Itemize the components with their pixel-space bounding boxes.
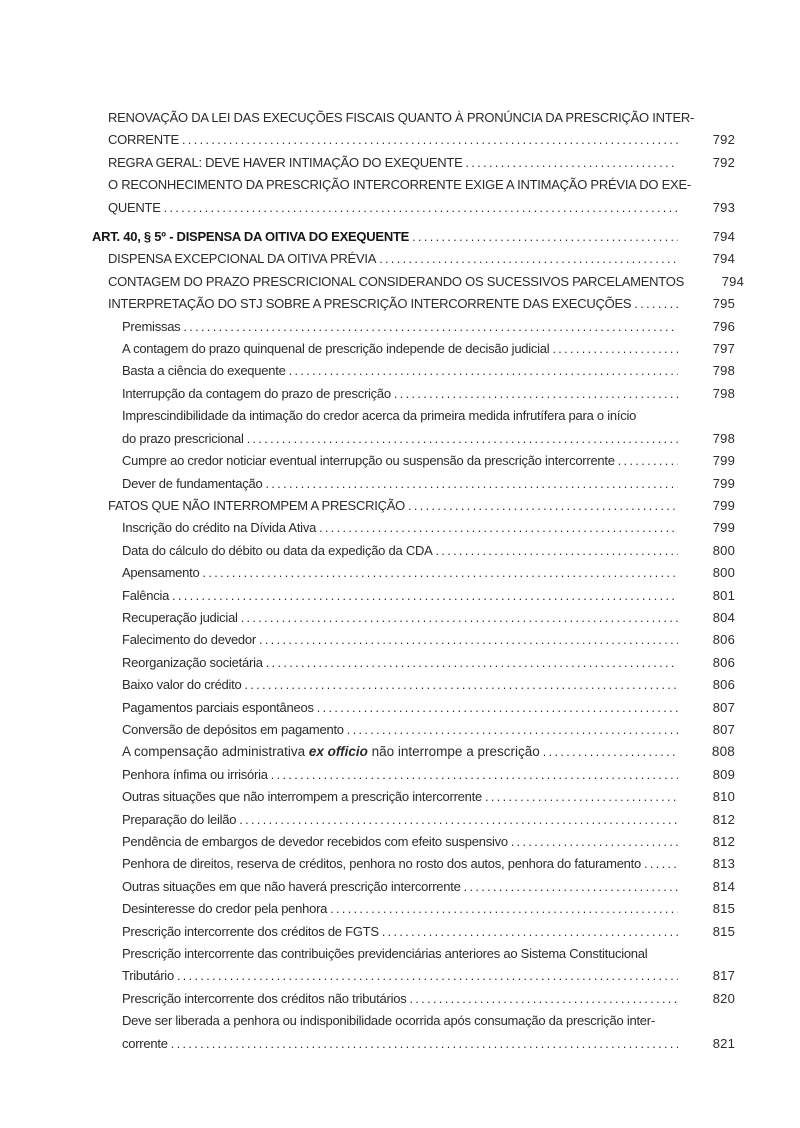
dot-leader: [412, 226, 678, 248]
toc-entry: [92, 607, 735, 629]
toc-entry-label: Pagamentos parciais espontâneos: [122, 699, 314, 715]
dot-leader: [394, 383, 678, 405]
toc-page-number: 814: [712, 878, 735, 894]
toc-entry: [92, 540, 735, 562]
dot-leader: [464, 876, 678, 898]
toc-entry-label: Cumpre ao credor noticiar eventual interrupção ou suspensão da prescrição intercorrente: [122, 453, 615, 469]
toc-page-number: 810: [712, 789, 735, 805]
toc-entry-label: REGRA GERAL: DEVE HAVER INTIMAÇÃO DO EXEQUENTE: [108, 154, 463, 170]
dot-leader: [271, 764, 678, 786]
toc-entry-label: Apensamento: [122, 565, 200, 581]
dot-leader: [182, 129, 678, 151]
dot-leader: [511, 831, 678, 853]
toc-entry: [92, 674, 735, 696]
toc-entry-label: Prescrição intercorrente dos créditos de FGTS: [122, 923, 379, 939]
toc-entry: [92, 719, 735, 741]
toc-entry-label: Imprescindibilidade da intimação do credor acerca da primeira medida infrutífera para o início: [122, 408, 637, 424]
toc-page-number: 794: [712, 251, 735, 267]
toc-page-number: 809: [712, 766, 735, 782]
toc-page-number: 792: [712, 132, 735, 148]
toc-entry-label: Interrupção da contagem do prazo de prescrição: [122, 385, 391, 401]
dot-leader: [634, 293, 678, 315]
toc-entry: [92, 562, 735, 584]
toc-entry-label: O RECONHECIMENTO DA PRESCRIÇÃO INTERCORRENTE EXIGE A INTIMAÇÃO PRÉVIA DO EXE-: [108, 177, 691, 193]
toc-entry-label: Desinteresse do credor pela penhora: [122, 901, 328, 917]
toc-entry-label: Outras situações que não interrompem a prescrição intercorrente: [122, 789, 482, 805]
toc-page-number: 800: [712, 565, 735, 581]
toc-entry: [92, 338, 735, 360]
toc-page-number: 813: [712, 856, 735, 872]
toc-entry-label: A contagem do prazo quinquenal de prescrição independe de decisão judicial: [122, 341, 550, 357]
toc-entry-label: Inscrição do crédito na Dívida Ativa: [122, 520, 317, 536]
toc-entry-label: Penhora de direitos, reserva de créditos, penhora no rosto dos autos, penhora do faturamento: [122, 856, 642, 872]
dot-leader: [436, 540, 678, 562]
toc-entry-label: corrente: [122, 1035, 168, 1051]
dot-leader: [330, 898, 678, 920]
toc-entry-label: RENOVAÇÃO DA LEI DAS EXECUÇÕES FISCAIS QUANTO À PRONÚNCIA DA PRESCRIÇÃO INTER-: [108, 110, 695, 125]
toc-entry: [92, 248, 735, 270]
toc-entry-label: Falência: [122, 587, 170, 603]
toc-entry: [92, 383, 735, 405]
toc-entry: [92, 450, 735, 472]
toc-page-number: 821: [712, 1035, 735, 1051]
dot-leader: [241, 607, 678, 629]
toc-entry-wrap-line: [92, 174, 735, 196]
toc-entry-wrap-line: [92, 107, 735, 129]
toc-entry-label: INTERPRETAÇÃO DO STJ SOBRE A PRESCRIÇÃO INTERCORRENTE DAS EXECUÇÕES: [108, 296, 632, 312]
dot-leader: [319, 517, 678, 539]
toc-entry-label: ART. 40, § 5º - DISPENSA DA OITIVA DO EXEQUENTE: [92, 229, 410, 245]
toc-entry: [92, 697, 735, 719]
toc-entry-label: Deve ser liberada a penhora ou indisponibilidade ocorrida após consumação da prescrição inter-: [122, 1013, 655, 1029]
toc-entry: [92, 898, 735, 920]
toc-entry-label: Falecimento do devedor: [122, 632, 256, 648]
toc-entry: [92, 988, 735, 1010]
toc-entry-label: Outras situações em que não haverá prescrição intercorrente: [122, 878, 461, 894]
toc-entry: [92, 517, 735, 539]
toc-entry: [92, 495, 735, 517]
toc-entry-label: Pendência de embargos de devedor recebidos com efeito suspensivo: [122, 834, 508, 849]
toc-entry: [92, 629, 735, 651]
dot-leader: [289, 360, 678, 382]
toc-entry-label: Tributário: [122, 968, 174, 984]
toc-page-number: 798: [712, 385, 735, 401]
toc-entry: [92, 271, 745, 293]
toc-entry-label: QUENTE: [108, 199, 161, 215]
toc-page-number: 806: [712, 654, 735, 670]
table-of-contents: [92, 107, 745, 1055]
dot-leader: [543, 741, 678, 763]
toc-entry-label: Baixo valor do crédito: [122, 677, 242, 693]
toc-page-number: 799: [712, 475, 735, 491]
toc-entry-label: Data do cálculo do débito ou data da expedição da CDA: [122, 542, 433, 558]
dot-leader: [259, 629, 678, 651]
toc-entry-wrap-line: [92, 1010, 735, 1032]
toc-entry-label: Dever de fundamentação: [122, 475, 263, 491]
toc-entry: [92, 316, 735, 338]
toc-entry: [92, 786, 735, 808]
dot-leader: [183, 316, 678, 338]
toc-page-number: 807: [712, 721, 735, 737]
dot-leader: [177, 965, 678, 987]
toc-page-number: 795: [712, 296, 735, 312]
toc-page-number: 796: [712, 318, 735, 334]
toc-page-number: 798: [712, 430, 735, 446]
toc-entry-label: Prescrição intercorrente das contribuições previdenciárias anteriores ao Sistema Constitucional: [122, 946, 648, 962]
dot-leader: [466, 152, 679, 174]
toc-entry: [92, 809, 735, 831]
toc-entry: [92, 152, 735, 174]
dot-leader: [408, 495, 678, 517]
dot-leader: [644, 853, 678, 875]
toc-entry: [92, 921, 735, 943]
toc-page-number: 820: [712, 990, 735, 1006]
toc-page-number: 806: [712, 632, 735, 648]
toc-entry: [92, 965, 735, 987]
toc-page-number: 801: [712, 587, 735, 603]
toc-entry: [92, 473, 735, 495]
toc-page-number: 804: [712, 609, 735, 625]
dot-leader: [409, 988, 678, 1010]
toc-entry-label: CONTAGEM DO PRAZO PRESCRICIONAL CONSIDERANDO OS SUCESSIVOS PARCELAMENTOS: [108, 273, 685, 289]
toc-entry-label: Basta a ciência do exequente: [122, 363, 286, 379]
toc-entry-label: Preparação do leilão: [122, 811, 237, 827]
dot-leader: [266, 652, 678, 674]
toc-entry-label: Reorganização societária: [122, 654, 263, 670]
toc-entry-wrap-line: [92, 943, 735, 965]
toc-page-number: 799: [712, 453, 735, 469]
dot-leader: [485, 786, 678, 808]
toc-page-number: 799: [712, 497, 735, 513]
toc-page-number: 800: [712, 542, 735, 558]
toc-page-number: 812: [712, 811, 735, 827]
toc-page-number: 799: [712, 520, 735, 536]
dot-leader: [618, 450, 678, 472]
toc-entry: [92, 360, 735, 382]
toc-entry: [92, 741, 735, 763]
toc-entry: [92, 876, 735, 898]
toc-entry-wrap-line: [92, 405, 735, 427]
dot-leader: [265, 473, 678, 495]
dot-leader: [171, 1033, 678, 1055]
toc-page-number: 798: [712, 363, 735, 379]
toc-entry-label: DISPENSA EXCEPCIONAL DA OITIVA PRÉVIA: [108, 251, 377, 267]
toc-page-number: 806: [712, 677, 735, 693]
toc-entry: [92, 428, 735, 450]
toc-page-number: 815: [712, 901, 735, 917]
toc-page-number: 815: [712, 923, 735, 939]
toc-entry-label: Recuperação judicial: [122, 609, 238, 625]
toc-entry-label: Premissas: [122, 318, 181, 334]
label-text: A compensação administrativa: [122, 744, 309, 760]
toc-entry-label: Prescrição intercorrente dos créditos não tributários: [122, 990, 407, 1006]
dot-leader: [552, 338, 678, 360]
toc-page-number: 812: [712, 834, 735, 849]
toc-entry: [92, 831, 735, 853]
toc-entry: [92, 293, 735, 315]
dot-leader: [347, 719, 678, 741]
toc-entry-label: CORRENTE: [108, 132, 179, 148]
toc-entry: [92, 226, 735, 248]
dot-leader: [245, 674, 678, 696]
toc-entry-label: FATOS QUE NÃO INTERROMPEM A PRESCRIÇÃO: [108, 497, 406, 513]
dot-leader: [317, 697, 678, 719]
toc-page-number: 797: [712, 341, 735, 357]
emphasized-term: ex officio: [308, 744, 368, 760]
dot-leader: [172, 585, 678, 607]
toc-page-number: 793: [712, 199, 735, 215]
toc-page-number: 794: [712, 229, 735, 245]
toc-entry: [92, 197, 735, 219]
dot-leader: [164, 197, 678, 219]
toc-page-number: 792: [712, 154, 735, 170]
label-text: não interrompe a prescrição: [367, 744, 540, 760]
toc-entry: [92, 652, 735, 674]
toc-entry: [92, 853, 735, 875]
dot-leader: [379, 248, 678, 270]
toc-entry: [92, 764, 735, 786]
dot-leader: [202, 562, 678, 584]
toc-entry: [92, 129, 735, 151]
toc-entry-label: Penhora ínfima ou irrisória: [122, 766, 268, 782]
toc-page-number: 794: [721, 273, 745, 289]
toc-entry: [92, 1033, 735, 1055]
toc-entry-label: Conversão de depósitos em pagamento: [122, 721, 344, 737]
dot-leader: [247, 428, 678, 450]
toc-page-number: 817: [712, 968, 735, 984]
dot-leader: [382, 921, 678, 943]
dot-leader: [239, 809, 678, 831]
toc-page-number: 807: [712, 699, 735, 715]
toc-entry: [92, 585, 735, 607]
toc-entry-label: do prazo prescricional: [122, 430, 244, 446]
toc-page-number: 808: [711, 744, 735, 760]
toc-entry-label: [122, 741, 540, 763]
